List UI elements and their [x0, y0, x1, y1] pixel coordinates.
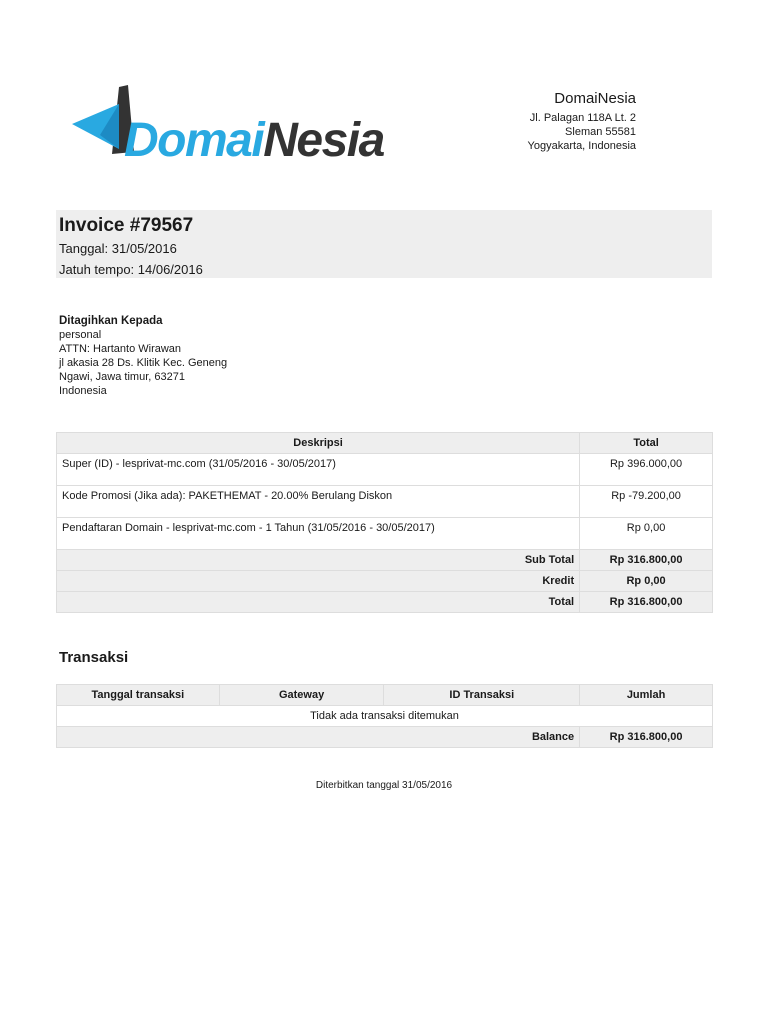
empty-row	[57, 706, 713, 727]
total-amount: Rp 316.800,00	[580, 592, 713, 613]
table-row	[57, 518, 713, 550]
table-row	[57, 486, 713, 518]
item-amount: Rp 0,00	[580, 518, 713, 550]
logo-text-nesia: Nesia	[263, 114, 384, 167]
company-name: DomaiNesia	[554, 90, 636, 107]
bill-to-line: ATTN: Hartanto Wirawan	[59, 343, 182, 355]
transactions-table	[56, 684, 713, 748]
item-description: Super (ID) - lesprivat-mc.com (31/05/2016 - 30/05/2017)	[57, 454, 580, 486]
company-address-line3: Yogyakarta, Indonesia	[527, 140, 636, 152]
items-header-row	[57, 433, 713, 454]
bill-to-line: jl akasia 28 Ds. Klitik Kec. Geneng	[59, 357, 228, 369]
item-description: Pendaftaran Domain - lesprivat-mc.com - 1 Tahun (31/05/2016 - 30/05/2017)	[57, 518, 580, 550]
balance-label: Balance	[57, 727, 580, 748]
transactions-header-row	[57, 685, 713, 706]
domainesia-logo	[72, 84, 384, 167]
bill-to-heading: Ditagihkan Kepada	[59, 315, 163, 327]
invoice-date: Tanggal: 31/05/2016	[59, 241, 177, 256]
balance-row	[57, 727, 713, 748]
bill-to-line: Ngawi, Jawa timur, 63271	[59, 371, 185, 383]
credit-amount: Rp 0,00	[580, 571, 713, 592]
item-amount: Rp -79.200,00	[580, 486, 713, 518]
empty-message: Tidak ada transaksi ditemukan	[57, 706, 713, 727]
company-info	[528, 90, 636, 153]
company-address-line2: Sleman 55581	[565, 126, 636, 138]
credit-row	[57, 571, 713, 592]
col-header-date: Tanggal transaksi	[57, 685, 220, 706]
invoice-due-date: Jatuh tempo: 14/06/2016	[59, 262, 203, 277]
invoice-title: Invoice #79567	[59, 215, 194, 236]
col-header-description: Deskripsi	[57, 433, 580, 454]
svg-text:DomaiNesia	[124, 114, 385, 167]
logo-text-domai: Domai	[124, 114, 264, 167]
bill-to-line: personal	[59, 329, 102, 341]
bill-to-line: Indonesia	[59, 385, 107, 397]
col-header-total: Total	[580, 433, 713, 454]
item-amount: Rp 396.000,00	[580, 454, 713, 486]
invoice-header	[56, 210, 712, 278]
credit-label: Kredit	[57, 571, 580, 592]
bill-to	[59, 314, 227, 398]
total-label: Total	[57, 592, 580, 613]
subtotal-amount: Rp 316.800,00	[580, 550, 713, 571]
balance-amount: Rp 316.800,00	[580, 727, 713, 748]
company-address-line1: Jl. Palagan 118A Lt. 2	[529, 112, 636, 124]
issued-date-footer: Diterbitkan tanggal 31/05/2016	[315, 780, 453, 791]
item-description: Kode Promosi (Jika ada): PAKETHEMAT - 20.00% Berulang Diskon	[57, 486, 580, 518]
table-row	[57, 454, 713, 486]
transactions-title: Transaksi	[59, 649, 129, 666]
col-header-amount: Jumlah	[580, 685, 713, 706]
subtotal-row	[57, 550, 713, 571]
total-row	[57, 592, 713, 613]
subtotal-label: Sub Total	[57, 550, 580, 571]
col-header-transaction-id: ID Transaksi	[384, 685, 580, 706]
items-table	[56, 432, 713, 613]
col-header-gateway: Gateway	[219, 685, 384, 706]
